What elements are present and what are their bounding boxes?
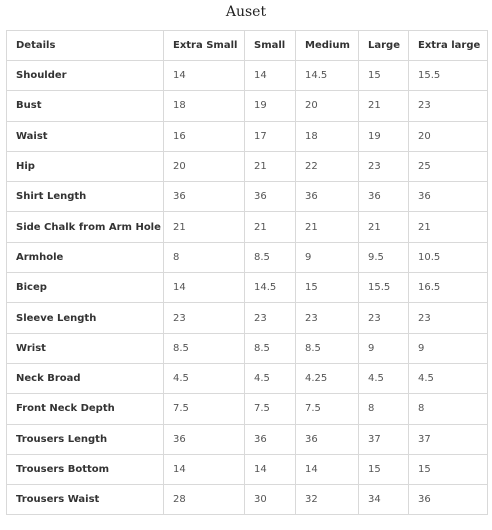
row-label: Trousers Length <box>7 424 164 454</box>
table-row <box>7 121 488 151</box>
table-cell: 8.5 <box>164 333 245 363</box>
row-label: Front Neck Depth <box>7 394 164 424</box>
table-cell: 36 <box>359 182 409 212</box>
column-header: Details <box>7 31 164 61</box>
column-header: Extra large <box>409 31 488 61</box>
table-cell: 37 <box>409 424 488 454</box>
table-cell: 8.5 <box>245 242 296 272</box>
table-row <box>7 394 488 424</box>
column-header: Medium <box>296 31 359 61</box>
size-chart-table <box>6 30 488 515</box>
row-label: Waist <box>7 121 164 151</box>
table-row <box>7 151 488 181</box>
table-cell: 14 <box>296 454 359 484</box>
table-cell: 18 <box>296 121 359 151</box>
table-cell: 8 <box>359 394 409 424</box>
table-header-row <box>7 31 488 61</box>
table-cell: 4.5 <box>245 363 296 393</box>
row-label: Wrist <box>7 333 164 363</box>
row-label: Bicep <box>7 273 164 303</box>
table-cell: 22 <box>296 151 359 181</box>
table-cell: 19 <box>359 121 409 151</box>
page-title: Auset <box>225 4 267 20</box>
row-label: Shoulder <box>7 61 164 91</box>
table-cell: 21 <box>245 212 296 242</box>
table-cell: 23 <box>296 303 359 333</box>
table-cell: 20 <box>296 91 359 121</box>
table-cell: 15.5 <box>409 61 488 91</box>
table-row <box>7 363 488 393</box>
table-cell: 18 <box>164 91 245 121</box>
table-cell: 36 <box>245 182 296 212</box>
table-cell: 36 <box>164 424 245 454</box>
table-cell: 23 <box>245 303 296 333</box>
table-cell: 19 <box>245 91 296 121</box>
row-label: Hip <box>7 151 164 181</box>
table-cell: 36 <box>409 182 488 212</box>
table-cell: 37 <box>359 424 409 454</box>
table-cell: 36 <box>409 485 488 515</box>
table-row <box>7 485 488 515</box>
row-label: Trousers Bottom <box>7 454 164 484</box>
table-row <box>7 91 488 121</box>
table-cell: 9.5 <box>359 242 409 272</box>
table-cell: 14 <box>164 454 245 484</box>
table-cell: 36 <box>296 424 359 454</box>
table-cell: 4.5 <box>164 363 245 393</box>
table-cell: 9 <box>359 333 409 363</box>
table-row <box>7 333 488 363</box>
table-cell: 7.5 <box>296 394 359 424</box>
table-cell: 8.5 <box>296 333 359 363</box>
table-cell: 23 <box>359 151 409 181</box>
table-cell: 20 <box>164 151 245 181</box>
table-cell: 8.5 <box>245 333 296 363</box>
table-row <box>7 424 488 454</box>
table-cell: 10.5 <box>409 242 488 272</box>
table-cell: 15.5 <box>359 273 409 303</box>
table-cell: 21 <box>409 212 488 242</box>
table-cell: 14.5 <box>245 273 296 303</box>
column-header: Small <box>245 31 296 61</box>
table-cell: 8 <box>409 394 488 424</box>
row-label: Shirt Length <box>7 182 164 212</box>
table-cell: 14 <box>164 273 245 303</box>
table-row <box>7 273 488 303</box>
table-cell: 9 <box>409 333 488 363</box>
table-cell: 21 <box>359 91 409 121</box>
table-cell: 23 <box>164 303 245 333</box>
table-row <box>7 242 488 272</box>
table-cell: 7.5 <box>245 394 296 424</box>
table-cell: 16.5 <box>409 273 488 303</box>
table-body <box>7 61 488 515</box>
table-row <box>7 212 488 242</box>
table-cell: 15 <box>409 454 488 484</box>
row-label: Sleeve Length <box>7 303 164 333</box>
table-cell: 4.5 <box>409 363 488 393</box>
table-cell: 23 <box>409 303 488 333</box>
column-header: Large <box>359 31 409 61</box>
table-cell: 15 <box>359 61 409 91</box>
row-label: Bust <box>7 91 164 121</box>
table-cell: 16 <box>164 121 245 151</box>
table-cell: 21 <box>359 212 409 242</box>
table-cell: 30 <box>245 485 296 515</box>
table-cell: 36 <box>245 424 296 454</box>
table-cell: 34 <box>359 485 409 515</box>
table-cell: 23 <box>359 303 409 333</box>
table-cell: 7.5 <box>164 394 245 424</box>
table-cell: 14 <box>245 61 296 91</box>
table-cell: 21 <box>245 151 296 181</box>
column-header: Extra Small <box>164 31 245 61</box>
table-cell: 8 <box>164 242 245 272</box>
table-cell: 14 <box>245 454 296 484</box>
table-cell: 23 <box>409 91 488 121</box>
table-row <box>7 303 488 333</box>
table-cell: 14 <box>164 61 245 91</box>
table-cell: 4.25 <box>296 363 359 393</box>
table-cell: 4.5 <box>359 363 409 393</box>
table-cell: 15 <box>296 273 359 303</box>
table-cell: 20 <box>409 121 488 151</box>
table-cell: 15 <box>359 454 409 484</box>
table-cell: 14.5 <box>296 61 359 91</box>
table-cell: 9 <box>296 242 359 272</box>
row-label: Trousers Waist <box>7 485 164 515</box>
row-label: Side Chalk from Arm Hole <box>7 212 164 242</box>
table-cell: 36 <box>296 182 359 212</box>
table-cell: 32 <box>296 485 359 515</box>
row-label: Neck Broad <box>7 363 164 393</box>
table-row <box>7 454 488 484</box>
table-row <box>7 182 488 212</box>
table-cell: 25 <box>409 151 488 181</box>
table-cell: 28 <box>164 485 245 515</box>
table-cell: 21 <box>296 212 359 242</box>
table-row <box>7 61 488 91</box>
table-cell: 17 <box>245 121 296 151</box>
table-cell: 21 <box>164 212 245 242</box>
row-label: Armhole <box>7 242 164 272</box>
table-cell: 36 <box>164 182 245 212</box>
